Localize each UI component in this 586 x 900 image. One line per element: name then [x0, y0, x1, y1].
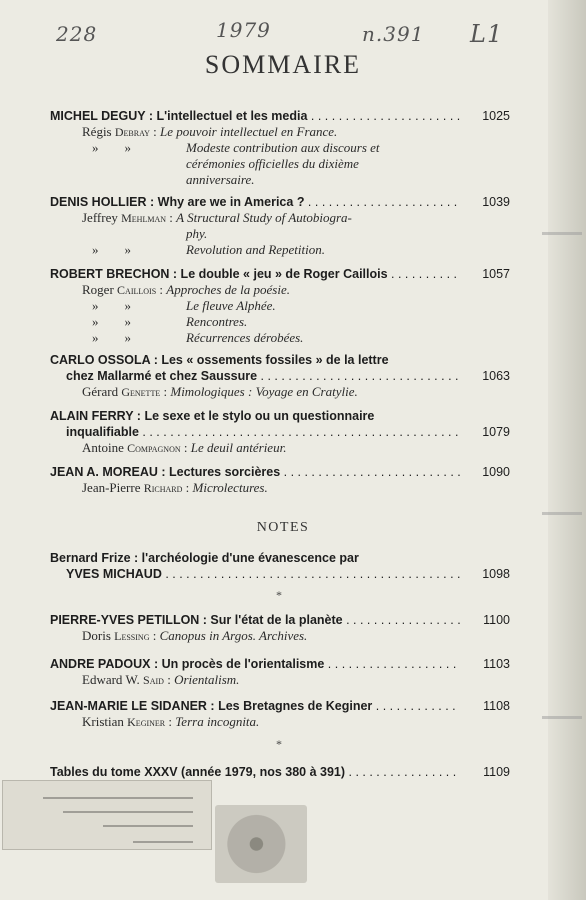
colon: :	[156, 282, 167, 297]
colon: :	[166, 210, 177, 225]
entry-title-continued: chez Mallarmé et chez Saussure . . .	[50, 368, 460, 384]
toc-entry	[50, 764, 518, 780]
entry-title: ANDRE PADOUX : Un procès de l'orientalisme . . .	[50, 656, 460, 672]
page-number: 1063	[482, 369, 510, 383]
colon: :	[182, 480, 193, 495]
separator-star: *	[276, 588, 282, 602]
reviewed-work	[50, 384, 518, 400]
entry-heading	[50, 352, 518, 384]
work-title: Terra incognita.	[175, 714, 260, 729]
reviewed-work	[50, 140, 518, 156]
page-number: 1039	[482, 195, 510, 209]
page-number: 1025	[482, 109, 510, 123]
toc-entry	[50, 266, 518, 346]
colon: :	[180, 440, 191, 455]
author-firstname: Gérard	[82, 384, 122, 399]
notes-heading: NOTES	[256, 520, 310, 535]
page-number: 1057	[482, 267, 510, 281]
entry-title: Bernard Frize : l'archéologie d'une évanescence par	[50, 551, 359, 565]
page-number: 1098	[482, 567, 510, 581]
author-lastname: Compagnon	[127, 441, 181, 455]
toc-entry	[50, 656, 518, 688]
entry-title-continued: YVES MICHAUD . . .	[50, 566, 460, 582]
page-number: 1079	[482, 425, 510, 439]
author-lastname: Caillois	[117, 283, 157, 297]
handwritten-number: 228	[56, 22, 98, 46]
entry-title: DENIS HOLLIER : Why are we in America ? . . .	[50, 194, 460, 210]
colon: :	[165, 714, 176, 729]
colon: :	[149, 124, 161, 139]
reviewed-work	[50, 480, 518, 496]
reviewed-work	[50, 672, 518, 688]
reviewed-work	[50, 124, 518, 140]
library-stamp	[2, 780, 212, 850]
library-seal	[215, 805, 307, 883]
work-title: Le pouvoir intellectuel en France.	[160, 124, 338, 139]
entry-heading	[50, 464, 518, 480]
toc-entry	[50, 408, 518, 456]
toc-entry	[50, 194, 518, 258]
reviewed-work	[50, 298, 518, 314]
ditto-marks: » »	[92, 314, 131, 329]
author-lastname: Genette	[121, 385, 161, 399]
toc-entry	[50, 352, 518, 400]
binding-thread	[542, 232, 582, 235]
colon: :	[149, 628, 160, 643]
entry-heading	[50, 550, 518, 582]
colon: :	[160, 384, 171, 399]
entry-heading	[50, 612, 518, 628]
reviewed-work	[50, 314, 518, 330]
page-number: 1109	[483, 765, 510, 779]
author-lastname: Debray	[114, 125, 150, 139]
work-title: Orientalism.	[174, 672, 240, 687]
work-title: Canopus in Argos. Archives.	[159, 628, 308, 643]
author-firstname: Antoine	[82, 440, 128, 455]
entry-title: MICHEL DEGUY : L'intellectuel et les media . . .	[50, 108, 460, 124]
author-firstname: Doris	[82, 628, 115, 643]
entry-heading	[50, 194, 518, 210]
page-number: 1108	[483, 699, 510, 713]
work-title: Le deuil antérieur.	[190, 440, 287, 455]
reviewed-work	[50, 330, 518, 346]
reviewed-work	[50, 282, 518, 298]
separator-star: *	[276, 737, 282, 751]
entry-title: Tables du tome XXXV (année 1979, nos 380 à 391) . . .	[50, 764, 460, 780]
reviewed-work	[50, 210, 518, 226]
work-title: Modeste contribution aux discours et	[186, 140, 380, 155]
ditto-marks: » »	[92, 242, 131, 257]
reviewed-work	[50, 628, 518, 644]
work-title: Microlectures.	[192, 480, 268, 495]
entry-heading	[50, 764, 518, 780]
author-lastname: Keginer	[127, 715, 166, 729]
ditto-marks: » »	[92, 330, 131, 345]
entry-heading	[50, 408, 518, 440]
ditto-marks: » »	[92, 298, 131, 313]
entry-heading	[50, 698, 518, 714]
reviewed-work	[50, 440, 518, 456]
page-number: 1100	[483, 613, 510, 627]
work-title: Rencontres.	[186, 314, 248, 329]
author-lastname: Said	[143, 673, 164, 687]
entry-title-continued: inqualifiable . . .	[50, 424, 460, 440]
binding-thread	[542, 716, 582, 719]
entry-title: PIERRE-YVES PETILLON : Sur l'état de la planète . . .	[50, 612, 460, 628]
author-firstname: Edward W.	[82, 672, 144, 687]
author-lastname: Lessing	[114, 629, 150, 643]
entry-heading	[50, 108, 518, 124]
toc-entry	[50, 612, 518, 644]
work-title-continued: anniversaire.	[186, 172, 255, 187]
entry-title: CARLO OSSOLA : Les « ossements fossiles » de la lettre	[50, 353, 389, 367]
entry-title: ALAIN FERRY : Le sexe et le stylo ou un questionnaire	[50, 409, 375, 423]
toc-entry	[50, 464, 518, 496]
page-number: 1090	[482, 465, 510, 479]
entry-title: JEAN A. MOREAU : Lectures sorcières . . .	[50, 464, 460, 480]
entry-heading	[50, 266, 518, 282]
handwritten-mark: L1	[470, 20, 504, 48]
author-firstname: Jeffrey	[82, 210, 122, 225]
author-lastname: Richard	[143, 481, 183, 495]
work-title-continued: cérémonies officielles du dixième	[186, 156, 359, 171]
work-title: Récurrences dérobées.	[186, 330, 304, 345]
work-title: A Structural Study of Autobiogra-	[176, 210, 352, 225]
work-title-continued: phy.	[186, 226, 208, 241]
author-firstname: Régis	[82, 124, 115, 139]
work-title: Revolution and Repetition.	[186, 242, 325, 257]
entry-heading	[50, 656, 518, 672]
toc-entry	[50, 698, 518, 730]
author-lastname: Mehlman	[121, 211, 166, 225]
reviewed-work	[50, 714, 518, 730]
entry-title: JEAN-MARIE LE SIDANER : Les Bretagnes de Keginer . . .	[50, 698, 460, 714]
page-title: SOMMAIRE	[204, 50, 362, 79]
page-edge	[548, 0, 586, 900]
colon: :	[163, 672, 175, 687]
work-title: Approches de la poésie.	[166, 282, 290, 297]
toc-entry	[50, 550, 518, 582]
handwritten-year: 1979	[216, 18, 271, 42]
toc-entry	[50, 108, 518, 188]
work-title: Le fleuve Alphée.	[186, 298, 276, 313]
work-title: Mimologiques : Voyage en Cratylie.	[170, 384, 358, 399]
reviewed-work	[50, 242, 518, 258]
entry-title: ROBERT BRECHON : Le double « jeu » de Roger Caillois . . .	[50, 266, 460, 282]
author-firstname: Jean-Pierre	[82, 480, 144, 495]
binding-thread	[542, 512, 582, 515]
handwritten-issue: n.391	[362, 22, 425, 46]
ditto-marks: » »	[92, 140, 131, 155]
author-firstname: Roger	[82, 282, 118, 297]
author-firstname: Kristian	[82, 714, 128, 729]
page-number: 1103	[483, 657, 510, 671]
